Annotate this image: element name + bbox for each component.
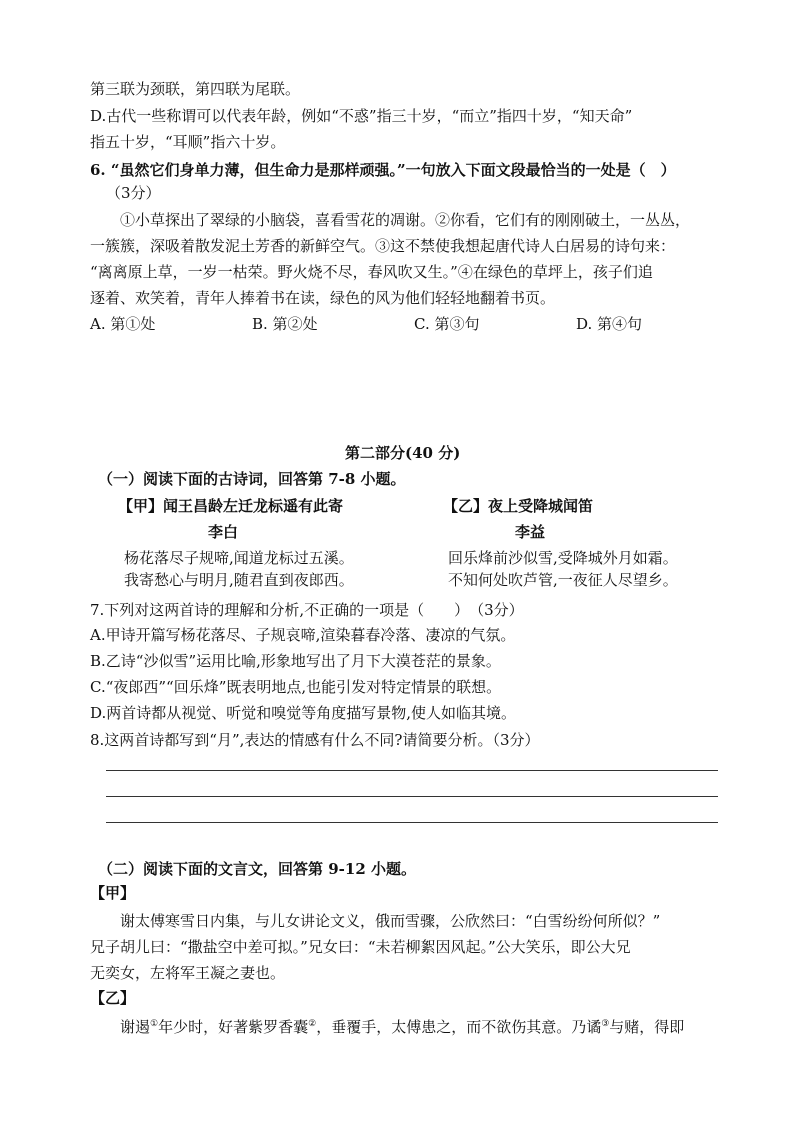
q6-option-c: C. 第③句	[414, 315, 480, 333]
poem-a-author: 李白	[208, 523, 239, 541]
q7-option-c: C.“夜郎西”“回乐烽”既表明地点,也能引发对特定情景的联想。	[90, 678, 502, 696]
q7-option-b: B.乙诗“沙似雪”运用比喻,形象地写出了月下大漠苍茫的景象。	[90, 652, 501, 670]
q5-option-d-line1: D.古代一些称谓可以代表年龄，例如“不惑”指三十岁，“而立”指四十岁，“知天命”	[90, 107, 633, 125]
yi-text-part: 与赌，得即	[609, 1018, 685, 1036]
yi-label: 【乙】	[90, 989, 136, 1007]
jia-text-line: 无奕女，左将军王凝之妻也。	[90, 964, 286, 982]
q7-option-a: A.甲诗开篇写杨花落尽、子规哀啼,渲染暮春冷落、凄凉的气氛。	[90, 626, 516, 644]
q6-passage-line: 一簇簇，深吸着散发泥土芳香的新鲜空气。③这不禁使我想起唐代诗人白居易的诗句来：	[90, 237, 676, 255]
q6-score: （3分）	[106, 184, 161, 202]
poem-b-line: 不知何处吹芦管,一夜征人尽望乡。	[448, 571, 678, 589]
poem-a-title: 【甲】闻王昌龄左迁龙标遥有此寄	[118, 497, 344, 515]
jia-text-line: 谢太傅寒雪日内集，与儿女讲论文义，俄而雪骤，公欣然曰：“白雪纷纷何所似？”	[120, 912, 661, 930]
q6-option-a: A. 第①处	[90, 315, 156, 333]
q5-option-d-line2: 指五十岁，“耳顺”指六十岁。	[90, 133, 286, 151]
answer-line[interactable]	[106, 796, 718, 797]
poem-a-line: 我寄愁心与明月,随君直到夜郎西。	[124, 571, 354, 589]
q8-stem: 8.这两首诗都写到“月”,表达的情感有什么不同?请简要分析。（3分）	[90, 731, 540, 749]
q6-passage-line: ①小草探出了翠绿的小脑袋，喜看雪花的凋谢。②你看，它们有的刚刚破土，一丛丛，	[120, 211, 691, 229]
yi-text-part: ，垂覆手，太傅患之，而不欲伤其意。乃谲	[316, 1018, 602, 1036]
q7-stem: 7.下列对这两首诗的理解和分析,不正确的一项是（ ） （3分）	[90, 601, 524, 619]
poem-a-line: 杨花落尽子规啼,闻道龙标过五溪。	[124, 549, 354, 567]
q7-option-d: D.两首诗都从视觉、听觉和嗅觉等角度描写景物,使人如临其境。	[90, 704, 517, 722]
poem-b-author: 李益	[515, 523, 546, 541]
q6-option-d: D. 第④句	[576, 315, 643, 333]
section2-title: （二）阅读下面的文言文，回答第 9-12 小题。	[98, 860, 416, 878]
footnote-marker: ①	[150, 1019, 159, 1029]
answer-line[interactable]	[106, 770, 718, 771]
q6-stem: 6. “虽然它们身单力薄，但生命力是那样顽强。”一句放入下面文段最恰当的一处是（ ）	[90, 161, 676, 179]
q6-option-b: B. 第②处	[252, 315, 318, 333]
poem-b-line: 回乐烽前沙似雪,受降城外月如霜。	[448, 549, 678, 567]
yi-text-part: 年少时，好著紫罗香囊	[158, 1018, 309, 1036]
q6-passage-line: “离离原上草，一岁一枯荣。野火烧不尽，春风吹又生。”④在绿色的草坪上，孩子们追	[90, 263, 653, 281]
footnote-marker: ②	[308, 1019, 317, 1029]
jia-label: 【甲】	[90, 884, 136, 902]
section1-title: （一）阅读下面的古诗词，回答第 7-8 小题。	[98, 470, 406, 488]
footnote-marker: ③	[601, 1019, 610, 1029]
poem-b-title: 【乙】夜上受降城闻笛	[443, 497, 594, 515]
part2-title: 第二部分(40 分)	[345, 444, 461, 462]
q6-passage-line: 逐着、欢笑着，青年人捧着书在读，绿色的风为他们轻轻地翻着书页。	[90, 289, 556, 307]
answer-line[interactable]	[106, 822, 718, 823]
q5-tail: 第三联为颈联，第四联为尾联。	[90, 80, 301, 98]
yi-text-line	[120, 1014, 684, 1037]
yi-text-part: 谢遏	[120, 1018, 151, 1036]
jia-text-line: 兄子胡儿曰：“撒盐空中差可拟。”兄女曰：“未若柳絮因风起。”公大笑乐，即公大兄	[90, 938, 631, 956]
